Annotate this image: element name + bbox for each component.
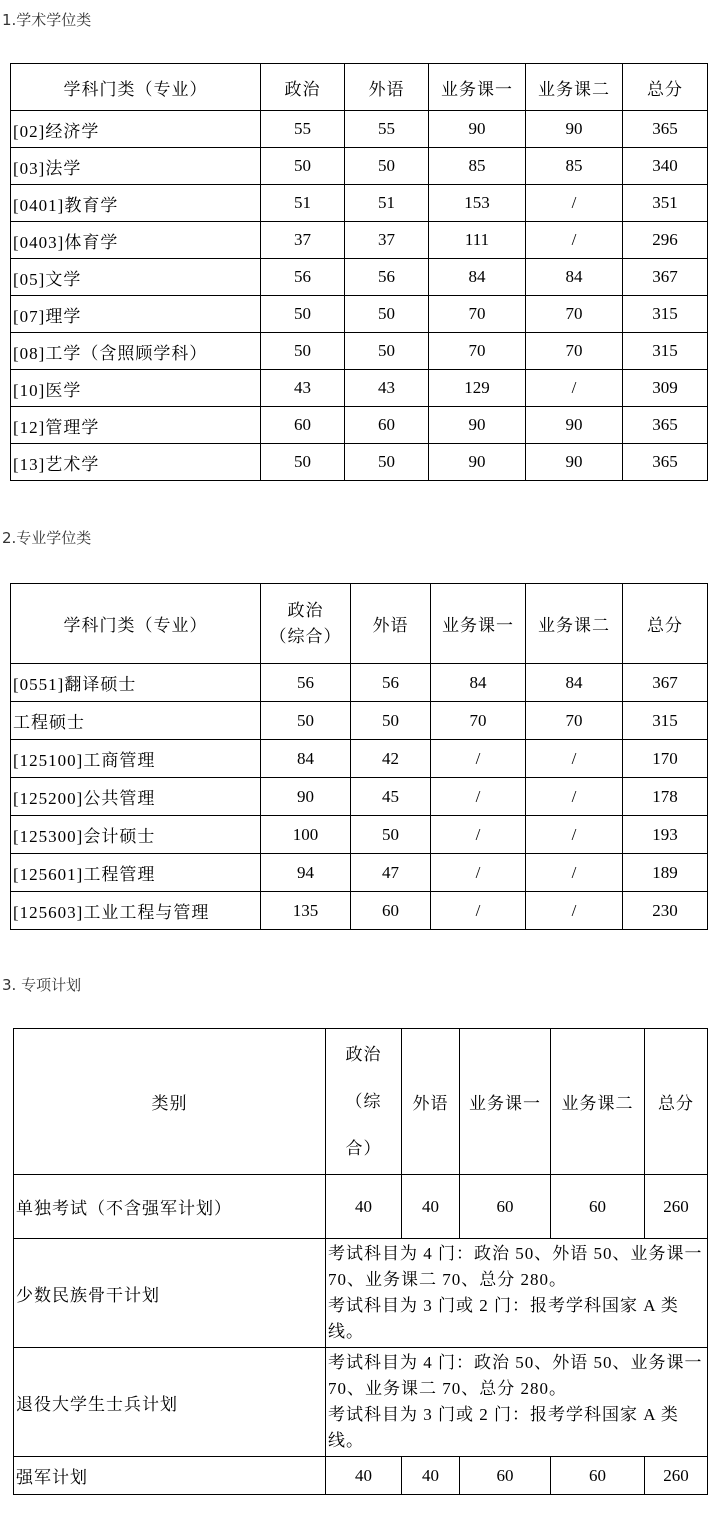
table-row bbox=[11, 664, 708, 702]
cell-foreign-language: 51 bbox=[345, 185, 429, 222]
row-category: [0403]体育学 bbox=[11, 222, 261, 259]
row-category: [10]医学 bbox=[11, 370, 261, 407]
table-row bbox=[11, 296, 708, 333]
table-row bbox=[11, 444, 708, 481]
cell-total: 189 bbox=[623, 854, 708, 892]
table-row bbox=[14, 1239, 708, 1348]
cell-total: 315 bbox=[623, 333, 708, 370]
row-category: 单独考试（不含强军计划） bbox=[14, 1175, 326, 1239]
header-line: （综合） bbox=[269, 626, 342, 646]
cell-foreign-language: 50 bbox=[351, 816, 431, 854]
table-row bbox=[11, 740, 708, 778]
cell-course-2: / bbox=[526, 740, 623, 778]
cell-politics: 37 bbox=[261, 222, 345, 259]
cell-course-1: / bbox=[431, 816, 526, 854]
cell-foreign-language: 55 bbox=[345, 111, 429, 148]
cell-total: 365 bbox=[623, 111, 708, 148]
note-line: 考试科目为 3 门或 2 门：报考学科国家 A 类线。 bbox=[328, 1405, 679, 1450]
section-title-professional: 2.专业学位类 bbox=[2, 529, 92, 547]
cell-course-2: 70 bbox=[526, 702, 623, 740]
cell-course-2: 70 bbox=[526, 296, 623, 333]
table-row bbox=[11, 702, 708, 740]
table-row bbox=[11, 370, 708, 407]
cell-foreign-language: 40 bbox=[402, 1175, 460, 1239]
table-row bbox=[14, 1348, 708, 1457]
cell-course-1: 90 bbox=[429, 407, 526, 444]
col-header-total: 总分 bbox=[623, 64, 708, 111]
table-header-row bbox=[14, 1029, 708, 1175]
cell-foreign-language: 45 bbox=[351, 778, 431, 816]
cell-foreign-language: 47 bbox=[351, 854, 431, 892]
cell-foreign-language: 50 bbox=[345, 333, 429, 370]
cell-course-1: / bbox=[431, 778, 526, 816]
cell-total: 365 bbox=[623, 444, 708, 481]
cell-foreign-language: 60 bbox=[345, 407, 429, 444]
row-category: [125300]会计硕士 bbox=[11, 816, 261, 854]
cell-total: 367 bbox=[623, 664, 708, 702]
cell-politics: 56 bbox=[261, 664, 351, 702]
note-line: 考试科目为 4 门：政治 50、外语 50、业务课一 70、业务课二 70、总分 280。 bbox=[328, 1353, 703, 1398]
cell-politics: 50 bbox=[261, 296, 345, 333]
cell-foreign-language: 56 bbox=[351, 664, 431, 702]
cell-politics: 60 bbox=[261, 407, 345, 444]
cell-total: 315 bbox=[623, 296, 708, 333]
header-line: 政治 bbox=[287, 600, 324, 620]
cell-course-1: 70 bbox=[429, 333, 526, 370]
col-header-course-1: 业务课一 bbox=[460, 1029, 551, 1175]
col-header-politics: 政治 bbox=[261, 64, 345, 111]
col-header-course-1: 业务课一 bbox=[431, 584, 526, 664]
cell-politics: 40 bbox=[326, 1175, 402, 1239]
cell-course-1: 70 bbox=[429, 296, 526, 333]
row-category: [05]文学 bbox=[11, 259, 261, 296]
cell-total: 296 bbox=[623, 222, 708, 259]
cell-politics: 135 bbox=[261, 892, 351, 930]
col-header-course-1: 业务课一 bbox=[429, 64, 526, 111]
col-header-politics-composite bbox=[261, 584, 351, 664]
row-category: [03]法学 bbox=[11, 148, 261, 185]
note-line: 考试科目为 4 门：政治 50、外语 50、业务课一 70、业务课二 70、总分 280。 bbox=[328, 1244, 703, 1289]
cell-foreign-language: 42 bbox=[351, 740, 431, 778]
cell-course-1: / bbox=[431, 892, 526, 930]
cell-foreign-language: 43 bbox=[345, 370, 429, 407]
cell-course-1: 129 bbox=[429, 370, 526, 407]
cell-course-2: 90 bbox=[526, 407, 623, 444]
table-row bbox=[11, 259, 708, 296]
cell-total: 365 bbox=[623, 407, 708, 444]
table-row bbox=[11, 222, 708, 259]
row-category: [13]艺术学 bbox=[11, 444, 261, 481]
cell-total: 340 bbox=[623, 148, 708, 185]
cell-course-2: / bbox=[526, 778, 623, 816]
cell-course-1: / bbox=[431, 854, 526, 892]
cell-total: 351 bbox=[623, 185, 708, 222]
row-category: [02]经济学 bbox=[11, 111, 261, 148]
cell-total: 178 bbox=[623, 778, 708, 816]
table-row bbox=[11, 892, 708, 930]
cell-foreign-language: 40 bbox=[402, 1457, 460, 1495]
cell-politics: 50 bbox=[261, 444, 345, 481]
header-line: 政治 bbox=[345, 1045, 382, 1064]
cell-politics: 55 bbox=[261, 111, 345, 148]
header-line: 合） bbox=[345, 1139, 382, 1158]
cell-total: 315 bbox=[623, 702, 708, 740]
cell-foreign-language: 56 bbox=[345, 259, 429, 296]
row-category: [125603]工业工程与管理 bbox=[11, 892, 261, 930]
cell-foreign-language: 50 bbox=[345, 296, 429, 333]
table-row bbox=[11, 111, 708, 148]
cell-course-1: 84 bbox=[431, 664, 526, 702]
cell-course-1: 153 bbox=[429, 185, 526, 222]
cell-course-2: / bbox=[526, 892, 623, 930]
cell-foreign-language: 50 bbox=[351, 702, 431, 740]
cell-politics: 94 bbox=[261, 854, 351, 892]
cell-course-1: 111 bbox=[429, 222, 526, 259]
cell-course-2: 90 bbox=[526, 111, 623, 148]
cell-total: 367 bbox=[623, 259, 708, 296]
cell-foreign-language: 37 bbox=[345, 222, 429, 259]
cell-course-2: 84 bbox=[526, 664, 623, 702]
cell-foreign-language: 60 bbox=[351, 892, 431, 930]
row-category: [125200]公共管理 bbox=[11, 778, 261, 816]
cell-total: 309 bbox=[623, 370, 708, 407]
table-row bbox=[11, 778, 708, 816]
cell-course-1: 84 bbox=[429, 259, 526, 296]
table-row bbox=[11, 148, 708, 185]
cell-politics: 84 bbox=[261, 740, 351, 778]
row-category: 少数民族骨干计划 bbox=[14, 1239, 326, 1348]
cell-politics: 90 bbox=[261, 778, 351, 816]
special-plans-table bbox=[13, 1028, 708, 1495]
professional-score-table bbox=[10, 583, 708, 930]
academic-score-table bbox=[10, 63, 708, 481]
col-header-total: 总分 bbox=[645, 1029, 708, 1175]
row-category: 退役大学生士兵计划 bbox=[14, 1348, 326, 1457]
section-title-special-plans: 3. 专项计划 bbox=[2, 976, 82, 994]
exam-requirement-note bbox=[326, 1348, 708, 1457]
cell-course-2: / bbox=[526, 854, 623, 892]
cell-politics: 100 bbox=[261, 816, 351, 854]
col-header-politics-composite bbox=[326, 1029, 402, 1175]
cell-politics: 56 bbox=[261, 259, 345, 296]
col-header-category: 学科门类（专业） bbox=[11, 64, 261, 111]
table-row bbox=[11, 816, 708, 854]
col-header-course-2: 业务课二 bbox=[551, 1029, 645, 1175]
cell-politics: 43 bbox=[261, 370, 345, 407]
cell-course-2: 84 bbox=[526, 259, 623, 296]
table-row bbox=[11, 185, 708, 222]
cell-politics: 50 bbox=[261, 148, 345, 185]
cell-course-2: 60 bbox=[551, 1457, 645, 1495]
section-title-academic: 1.学术学位类 bbox=[2, 11, 92, 29]
table-row bbox=[11, 333, 708, 370]
cell-course-1: 60 bbox=[460, 1457, 551, 1495]
row-category: 强军计划 bbox=[14, 1457, 326, 1495]
cell-politics: 40 bbox=[326, 1457, 402, 1495]
col-header-category: 学科门类（专业） bbox=[11, 584, 261, 664]
table-header-row bbox=[11, 64, 708, 111]
col-header-total: 总分 bbox=[623, 584, 708, 664]
cell-total: 193 bbox=[623, 816, 708, 854]
table-header-row bbox=[11, 584, 708, 664]
cell-course-2: / bbox=[526, 222, 623, 259]
cell-course-2: / bbox=[526, 185, 623, 222]
table-row bbox=[14, 1175, 708, 1239]
cell-foreign-language: 50 bbox=[345, 148, 429, 185]
table-row bbox=[11, 854, 708, 892]
col-header-foreign-language: 外语 bbox=[345, 64, 429, 111]
cell-course-2: / bbox=[526, 370, 623, 407]
exam-requirement-note bbox=[326, 1239, 708, 1348]
row-category: [12]管理学 bbox=[11, 407, 261, 444]
row-category: [125601]工程管理 bbox=[11, 854, 261, 892]
row-category: [0401]教育学 bbox=[11, 185, 261, 222]
cell-total: 260 bbox=[645, 1175, 708, 1239]
cell-course-1: 60 bbox=[460, 1175, 551, 1239]
cell-course-1: 85 bbox=[429, 148, 526, 185]
cell-course-2: 60 bbox=[551, 1175, 645, 1239]
col-header-course-2: 业务课二 bbox=[526, 584, 623, 664]
cell-course-1: / bbox=[431, 740, 526, 778]
col-header-foreign-language: 外语 bbox=[351, 584, 431, 664]
header-line: （综 bbox=[345, 1092, 382, 1111]
note-line: 考试科目为 3 门或 2 门：报考学科国家 A 类线。 bbox=[328, 1296, 679, 1341]
cell-politics: 50 bbox=[261, 333, 345, 370]
cell-politics: 51 bbox=[261, 185, 345, 222]
col-header-course-2: 业务课二 bbox=[526, 64, 623, 111]
cell-course-1: 70 bbox=[431, 702, 526, 740]
cell-foreign-language: 50 bbox=[345, 444, 429, 481]
row-category: [0551]翻译硕士 bbox=[11, 664, 261, 702]
table-row bbox=[11, 407, 708, 444]
cell-course-1: 90 bbox=[429, 111, 526, 148]
row-category: 工程硕士 bbox=[11, 702, 261, 740]
cell-course-2: 85 bbox=[526, 148, 623, 185]
cell-total: 260 bbox=[645, 1457, 708, 1495]
cell-course-2: / bbox=[526, 816, 623, 854]
cell-total: 170 bbox=[623, 740, 708, 778]
cell-politics: 50 bbox=[261, 702, 351, 740]
cell-course-2: 90 bbox=[526, 444, 623, 481]
row-category: [07]理学 bbox=[11, 296, 261, 333]
row-category: [08]工学（含照顾学科） bbox=[11, 333, 261, 370]
row-category: [125100]工商管理 bbox=[11, 740, 261, 778]
col-header-category: 类别 bbox=[14, 1029, 326, 1175]
col-header-foreign-language: 外语 bbox=[402, 1029, 460, 1175]
cell-total: 230 bbox=[623, 892, 708, 930]
table-row bbox=[14, 1457, 708, 1495]
cell-course-2: 70 bbox=[526, 333, 623, 370]
cell-course-1: 90 bbox=[429, 444, 526, 481]
